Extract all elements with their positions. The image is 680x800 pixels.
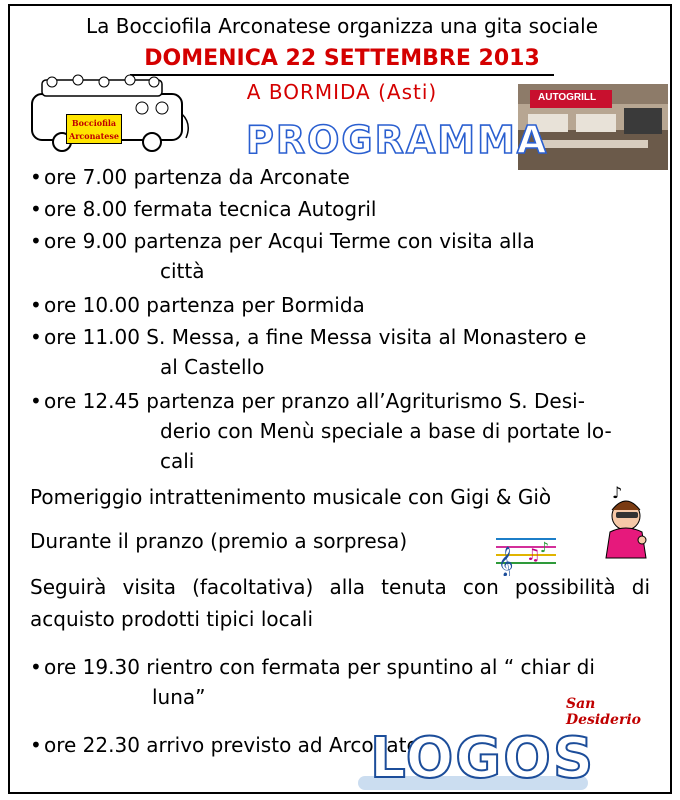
music-notes bbox=[496, 526, 558, 576]
bus-sign-line1: Bocciofila bbox=[71, 118, 117, 128]
bullet: • bbox=[30, 389, 42, 413]
bullet: • bbox=[30, 165, 42, 189]
flyer bbox=[8, 4, 672, 794]
autogrill-sign: AUTOGRILL bbox=[538, 92, 597, 103]
bullet: • bbox=[30, 293, 42, 317]
schedule-item bbox=[30, 162, 350, 192]
schedule-item bbox=[30, 652, 595, 682]
bullet: • bbox=[30, 325, 42, 349]
schedule-continuation: luna” bbox=[152, 685, 206, 709]
bus-illustration bbox=[22, 74, 202, 154]
svg-text:♪: ♪ bbox=[612, 484, 623, 502]
schedule-text: ore 9.00 partenza per Acqui Terme con visita alla bbox=[44, 229, 535, 253]
schedule-text: ore 19.30 rientro con fermata per spuntino al “ chiar di bbox=[44, 655, 595, 679]
bus-sign-line2: Arconatese bbox=[68, 131, 119, 141]
schedule-continuation: derio con Menù speciale a base di portate lo- bbox=[160, 419, 612, 443]
schedule-item bbox=[30, 730, 419, 760]
lunch-prize: Durante il pranzo (premio a sorpresa) bbox=[30, 529, 408, 553]
bullet: • bbox=[30, 733, 42, 757]
singer-icon bbox=[592, 484, 664, 564]
music-notes-icon bbox=[496, 526, 558, 576]
event-date-text: DOMENICA 22 SETTEMBRE 2013 bbox=[144, 46, 540, 71]
schedule-continuation: al Castello bbox=[160, 355, 265, 379]
schedule-text: ore 10.00 partenza per Bormida bbox=[44, 293, 365, 317]
schedule-continuation: città bbox=[160, 259, 205, 283]
organizer-heading: La Bocciofila Arconatese organizza una gita sociale bbox=[85, 14, 599, 38]
bullet: • bbox=[30, 229, 42, 253]
schedule-item bbox=[30, 194, 376, 224]
event-date bbox=[10, 46, 674, 71]
bullet: • bbox=[30, 655, 42, 679]
schedule-item bbox=[30, 290, 365, 320]
svg-text:♫: ♫ bbox=[526, 545, 541, 564]
schedule-item bbox=[30, 386, 585, 416]
bus-sign bbox=[66, 114, 122, 144]
schedule-item bbox=[30, 226, 535, 256]
schedule-text: ore 11.00 S. Messa, a fine Messa visita al Monastero e bbox=[44, 325, 587, 349]
schedule-text: ore 7.00 partenza da Arconate bbox=[44, 165, 350, 189]
schedule-text: ore 8.00 fermata tecnica Autogril bbox=[44, 197, 377, 221]
singer-cartoon bbox=[592, 484, 664, 564]
programme-title: PROGRAMMA bbox=[246, 118, 549, 162]
afternoon-entertainment: Pomeriggio intrattenimento musicale con Gigi & Giò bbox=[30, 485, 552, 509]
schedule-continuation: cali bbox=[160, 449, 195, 473]
svg-text:𝄞: 𝄞 bbox=[498, 547, 514, 576]
bullet: • bbox=[30, 197, 42, 221]
event-destination: A BORMIDA (Asti) bbox=[246, 80, 438, 104]
logos-watermark: LOGOS bbox=[370, 726, 596, 791]
schedule-text: ore 22.30 arrivo previsto ad Arconate bbox=[44, 733, 419, 757]
visit-line: Seguirà visita (facoltativa) alla tenuta con possibilità di bbox=[30, 575, 650, 599]
visit-line: acquisto prodotti tipici locali bbox=[30, 607, 313, 631]
schedule-item bbox=[30, 322, 586, 352]
svg-text:♪: ♪ bbox=[540, 540, 549, 556]
schedule-text: ore 12.45 partenza per pranzo all’Agriturismo S. Desi- bbox=[44, 389, 585, 413]
san-desiderio-logo: San Desiderio bbox=[566, 696, 641, 728]
